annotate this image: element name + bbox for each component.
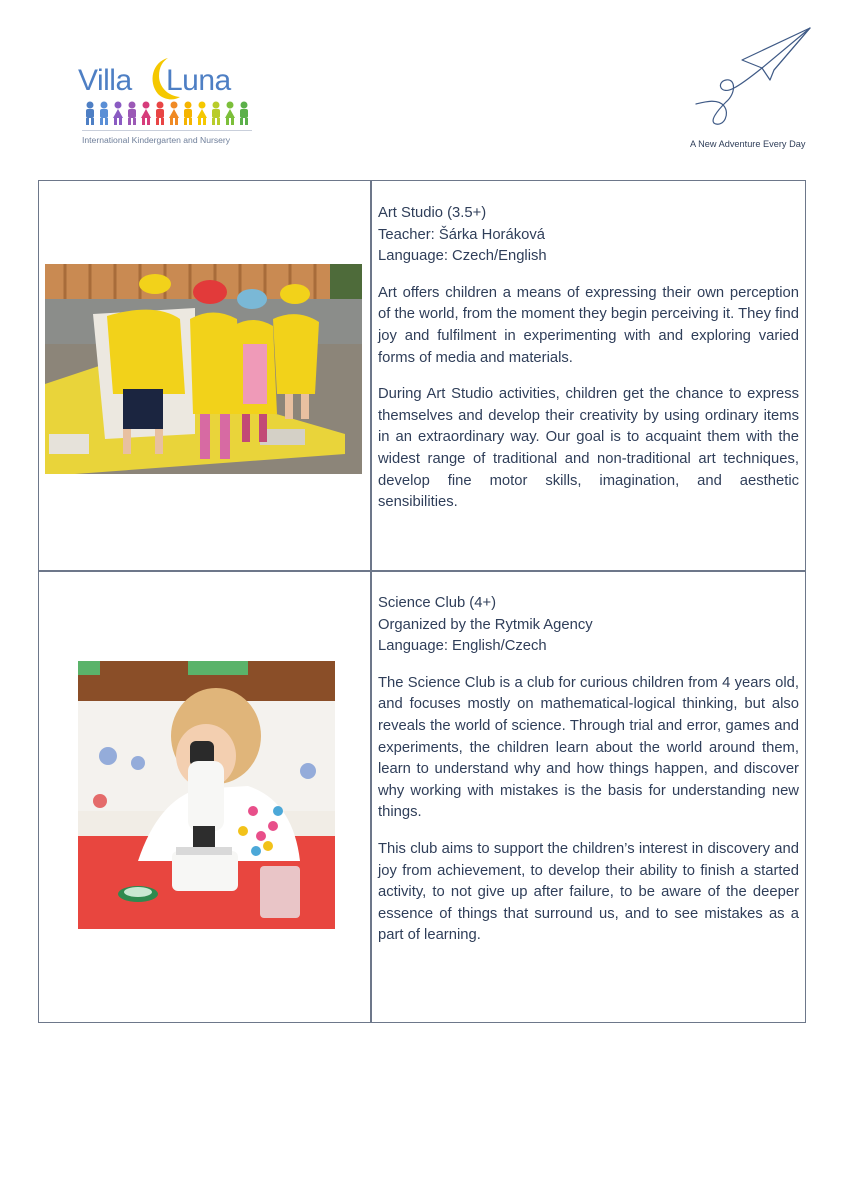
logo-divider <box>82 130 252 131</box>
villa-luna-logo <box>78 52 258 152</box>
paragraph: The Science Club is a club for curious children from 4 years old, and focuses mostly on mathematical-logical thinking, but also reveals the world of science. Through trial and error, games and experiments, the children learn about the world around them, learn to understand why and how things happen, and discover why working with mistakes is the basis for understanding new things. <box>378 674 799 821</box>
paragraph: Art offers children a means of expressing their own perception of the world, from the moment they begin perceiving it. They find joy and fulfilment in experimenting with and exploring varied forms of media and materials. <box>378 284 799 366</box>
language-line: Language: English/Czech <box>378 638 547 655</box>
children-figures-icon <box>82 100 252 126</box>
logo-word-villa: Villa <box>78 64 132 97</box>
language-line: Language: Czech/English <box>378 248 547 265</box>
column-divider <box>370 181 372 1022</box>
organizer-line: Organized by the Rytmik Agency <box>378 616 593 633</box>
logo-word-luna: Luna <box>166 64 231 97</box>
row-divider <box>39 570 805 572</box>
paragraph: This club aims to support the children’s interest in discovery and joy from achievement, to develop their ability to finish a started activity, to not give up after failure, to be aware of the deeper essence of things that surround us, and to see mistakes as a part of learning. <box>378 840 799 944</box>
logo-subtitle: International Kindergarten and Nursery <box>82 135 231 145</box>
paragraph: During Art Studio activities, children get the chance to express themselves and develop their creativity by using ordinary items in an extraordinary way. Our goal is to acquaint them with the widest range of traditional and non-traditional art techniques, develop fine motor skills, imagination, and aesthetic sensibilities. <box>378 386 799 511</box>
science-club-photo <box>78 661 335 929</box>
section-title: Art Studio (3.5+) <box>378 205 487 221</box>
art-studio-description <box>378 203 799 514</box>
section-title: Science Club (4+) <box>378 595 497 611</box>
paper-plane-icon <box>690 24 820 132</box>
teacher-line: Teacher: Šárka Horáková <box>378 226 545 243</box>
art-studio-photo <box>45 264 362 474</box>
science-club-description <box>378 593 799 947</box>
science-club-header <box>378 593 799 658</box>
activities-table <box>38 180 806 1023</box>
art-studio-header <box>378 203 799 268</box>
tagline: A New Adventure Every Day <box>690 139 806 149</box>
